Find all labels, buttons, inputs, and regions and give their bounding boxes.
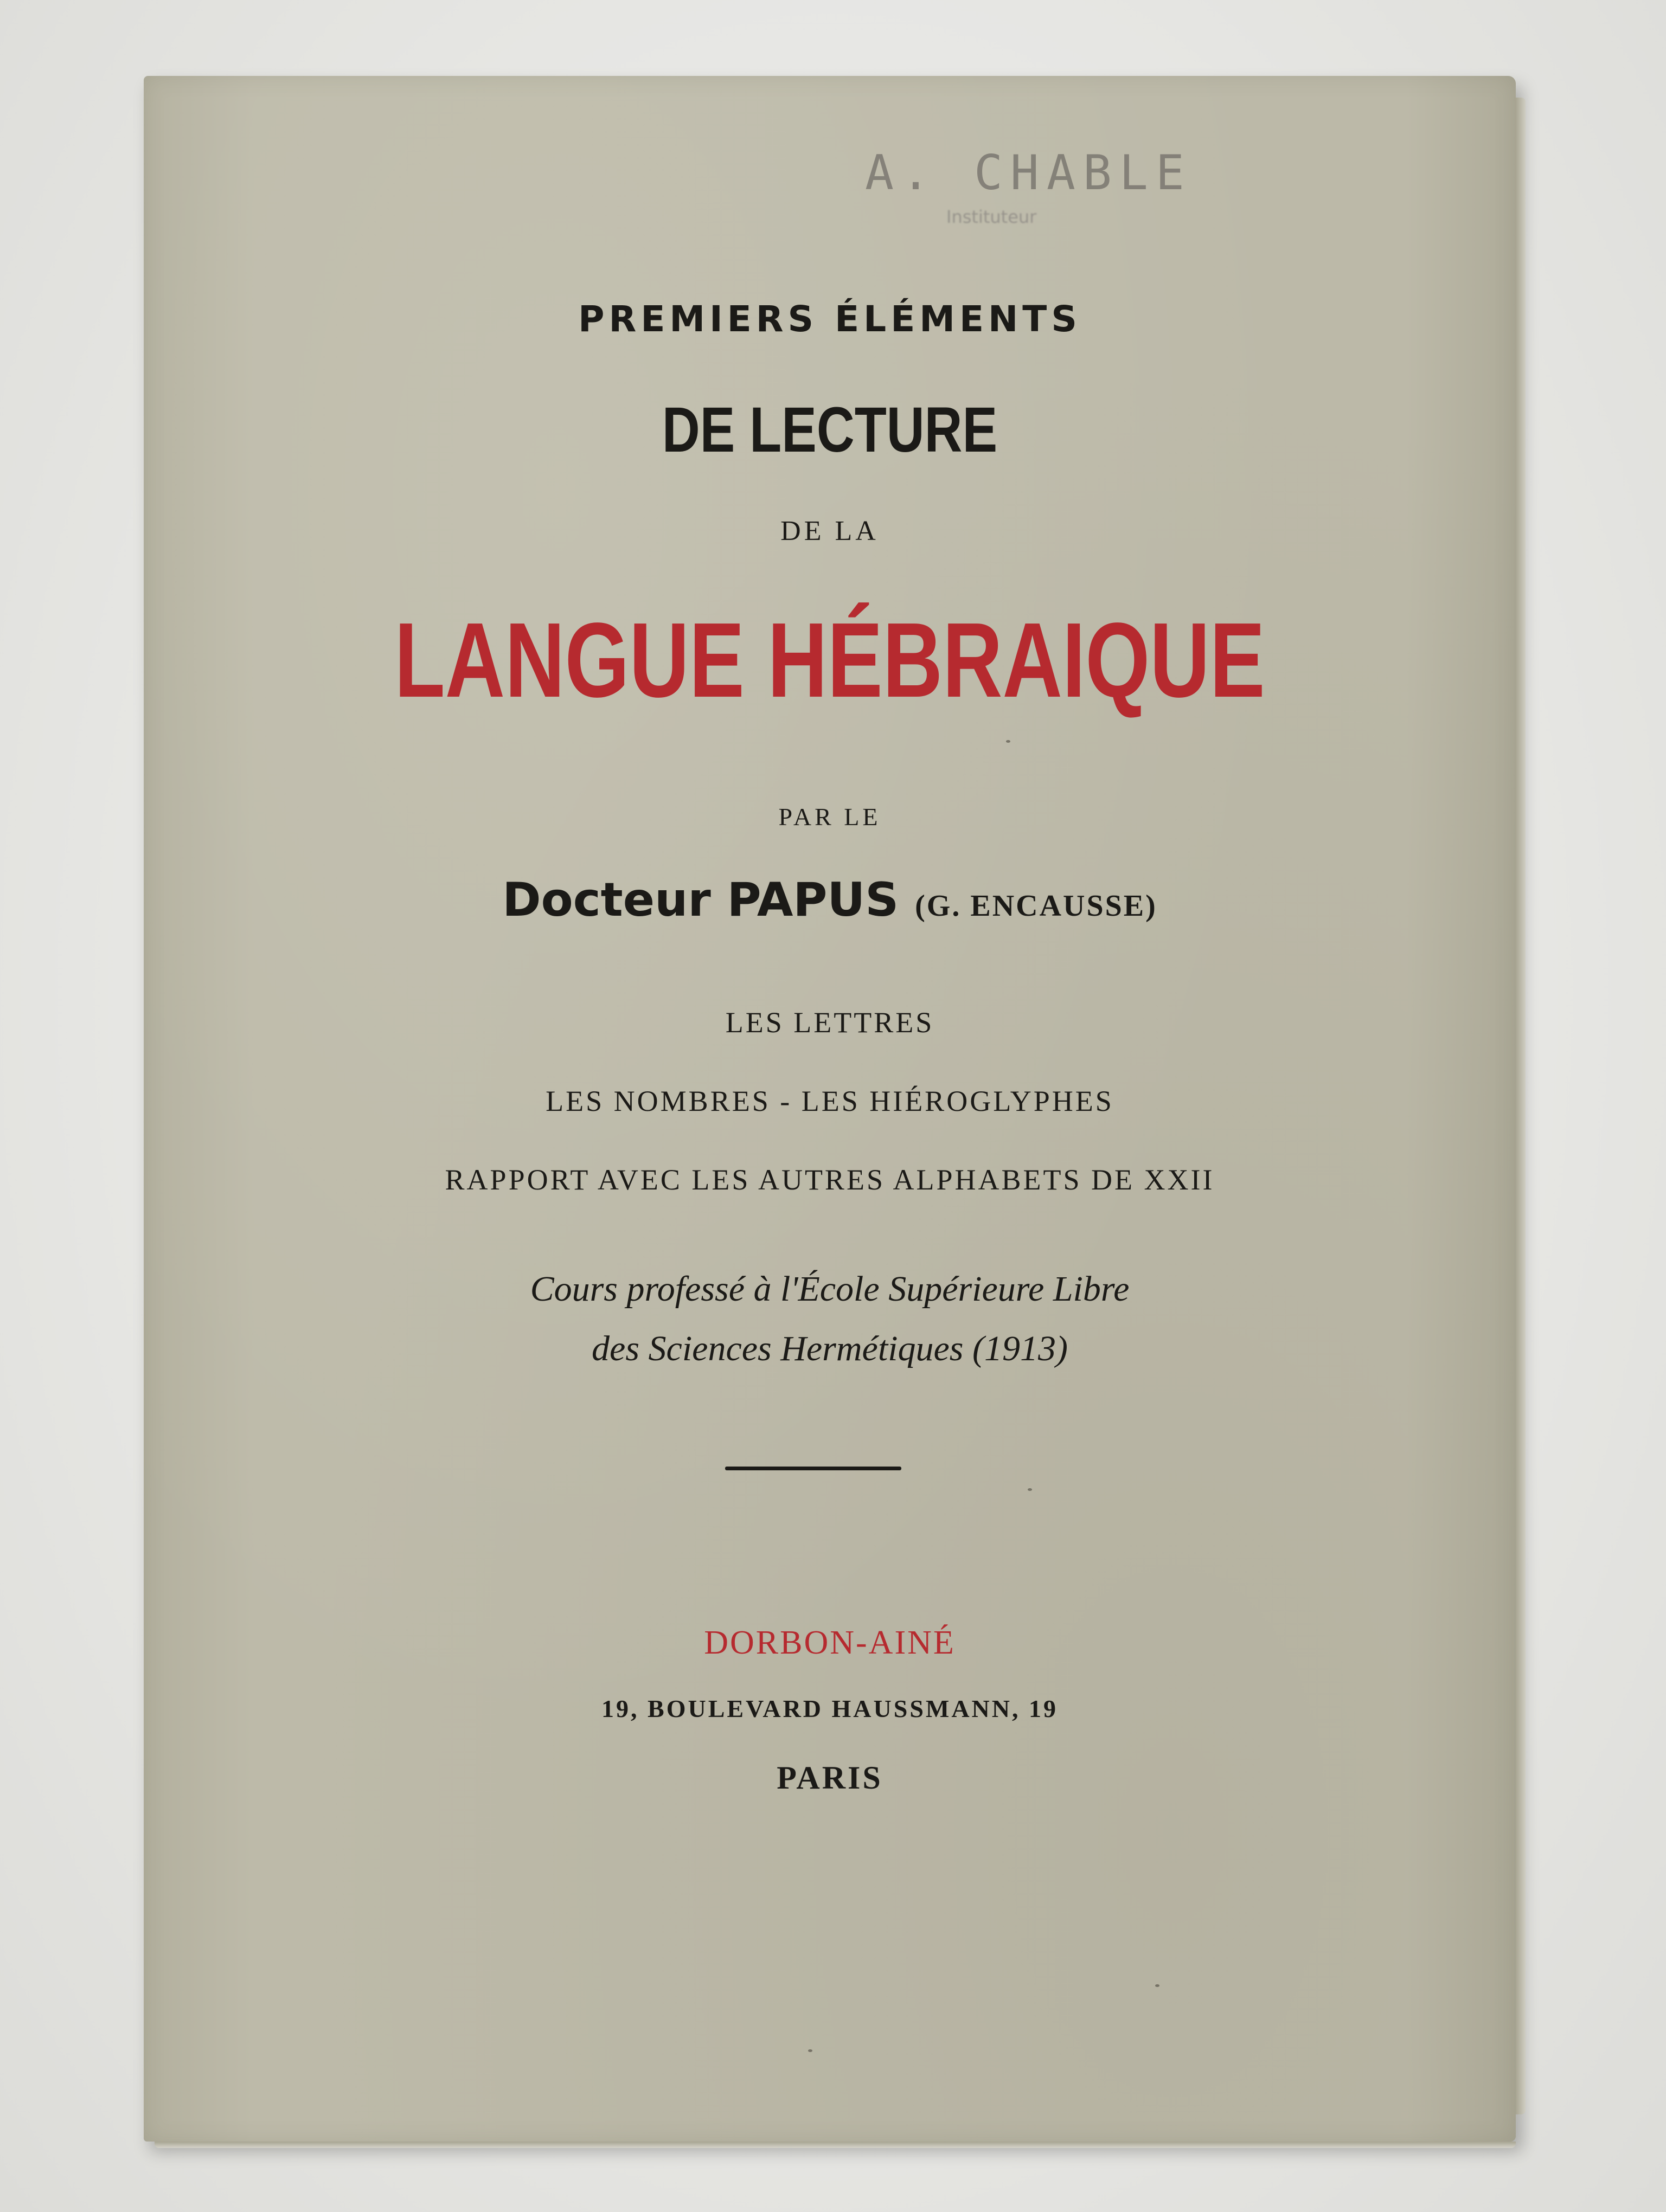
- course-line-1: Cours professé à l'École Supérieure Libre: [530, 1269, 1130, 1309]
- stamp-subtitle: Instituteur: [946, 207, 1037, 227]
- title-line-de-lecture: DE LECTURE: [662, 394, 998, 466]
- publisher-name: DORBON-AINÉ: [704, 1624, 956, 1661]
- topic-lettres: LES LETTRES: [725, 1006, 934, 1039]
- topic-rapport: RAPPORT AVEC LES AUTRES ALPHABETS DE XXII: [445, 1163, 1215, 1196]
- title-line-de-la: DE LA: [780, 516, 879, 546]
- paper-speck: [1028, 1488, 1032, 1491]
- paper-speck: [1155, 1984, 1159, 1987]
- author-name: Docteur PAPUS: [502, 873, 899, 927]
- paper-speck: [1006, 740, 1010, 743]
- author-real-name: (G. ENCAUSSE): [915, 889, 1157, 923]
- publisher-city: PARIS: [777, 1760, 883, 1796]
- author-line: [144, 873, 1516, 927]
- owner-stamp: [865, 145, 1245, 252]
- stamp-name: A. CHABLE: [865, 145, 1192, 201]
- publisher-address: 19, BOULEVARD HAUSSMANN, 19: [601, 1695, 1058, 1722]
- par-le-line: PAR LE: [778, 803, 881, 831]
- book-edge-right: [1516, 98, 1526, 2114]
- divider-rule: [725, 1467, 901, 1470]
- title-line-premiers: PREMIERS ÉLÉMENTS: [578, 298, 1081, 340]
- book-edge-bottom: [155, 2142, 1516, 2148]
- book-cover: [144, 76, 1516, 2142]
- topic-nombres: LES NOMBRES - LES HIÉROGLYPHES: [546, 1085, 1114, 1117]
- main-title: LANGUE HÉBRAIQUE: [394, 601, 1265, 719]
- course-line-2: des Sciences Hermétiques (1913): [592, 1329, 1068, 1368]
- paper-speck: [808, 2049, 812, 2052]
